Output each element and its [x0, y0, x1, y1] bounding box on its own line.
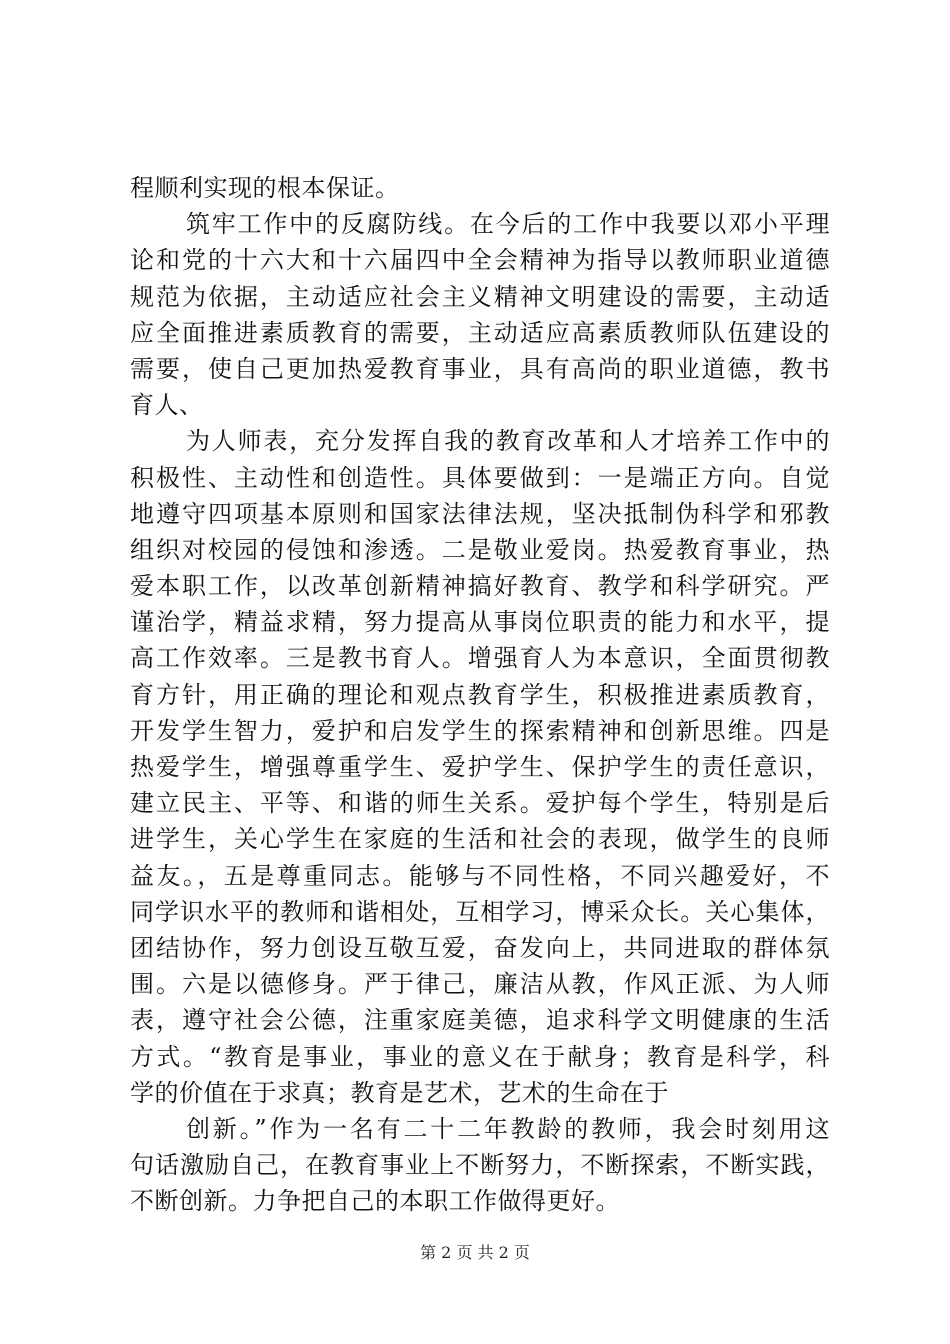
text-line: 句话激励自己，在教育事业上不断努力，不断探索，不断实践， — [130, 1151, 830, 1180]
text-line: 团结协作，努力创设互敬互爱，奋发向上，共同进取的群体氛 — [130, 933, 830, 962]
text-line: 程顺利实现的根本保证。 — [130, 174, 400, 202]
text-line: 为人师表，充分发挥自我的教育改革和人才培养工作中的 — [186, 427, 830, 456]
page-footer: 第 2 页 共 2 页 — [420, 1243, 530, 1262]
text-line: 应全面推进素质教育的需要，主动适应高素质教师队伍建设的 — [130, 318, 830, 347]
text-line: 不断创新。力争把自己的本职工作做得更好。 — [130, 1187, 620, 1216]
document-body — [130, 170, 830, 1219]
text-line: 谨治学，精益求精，努力提高从事岗位职责的能力和水平，提 — [130, 608, 830, 637]
text-line: 论和党的十六大和十六届四中全会精神为指导以教师职业道德 — [130, 246, 830, 275]
text-line: 高工作效率。三是教书育人。增强育人为本意识，全面贯彻教 — [130, 644, 830, 673]
text-line: 同学识水平的教师和谐相处，互相学习，博采众长。关心集体， — [130, 897, 830, 926]
text-line: 围。六是以德修身。严于律己，廉洁从教，作风正派、为人师 — [130, 970, 830, 999]
text-line: 组织对校园的侵蚀和渗透。二是敬业爱岗。热爱教育事业，热 — [130, 535, 830, 564]
text-line: 育人、 — [130, 391, 204, 420]
text-line: 筑牢工作中的反腐防线。在今后的工作中我要以邓小平理 — [186, 210, 830, 239]
text-line: 进学生，关心学生在家庭的生活和社会的表现，做学生的良师 — [130, 825, 830, 854]
text-line: 学的价值在于求真；教育是艺术，艺术的生命在于 — [130, 1078, 669, 1107]
text-line: 积极性、主动性和创造性。具体要做到：一是端正方向。自觉 — [130, 463, 830, 492]
text-line: 创新。”作为一名有二十二年教龄的教师，我会时刻用这 — [186, 1114, 830, 1143]
text-line: 爱本职工作，以改革创新精神搞好教育、教学和科学研究。严 — [130, 572, 830, 601]
text-line: 益友。，五是尊重同志。能够与不同性格，不同兴趣爱好，不 — [130, 861, 830, 890]
text-line: 开发学生智力，爱护和启发学生的探索精神和创新思维。四是 — [130, 716, 830, 745]
text-line: 表，遵守社会公德，注重家庭美德，追求科学文明健康的生活 — [130, 1006, 830, 1035]
text-line: 需要，使自己更加热爱教育事业，具有高尚的职业道德，教书 — [130, 354, 830, 383]
text-line: 育方针，用正确的理论和观点教育学生，积极推进素质教育， — [130, 680, 830, 709]
text-line: 规范为依据，主动适应社会主义精神文明建设的需要，主动适 — [130, 282, 830, 311]
text-line: 热爱学生，增强尊重学生、爱护学生、保护学生的责任意识， — [130, 753, 830, 781]
text-line: 建立民主、平等、和谐的师生关系。爱护每个学生，特别是后 — [130, 789, 830, 818]
text-line: 地遵守四项基本原则和国家法律法规，坚决抵制伪科学和邪教 — [130, 499, 830, 528]
text-line: 方式。“教育是事业，事业的意义在于献身；教育是科学，科 — [130, 1042, 830, 1071]
